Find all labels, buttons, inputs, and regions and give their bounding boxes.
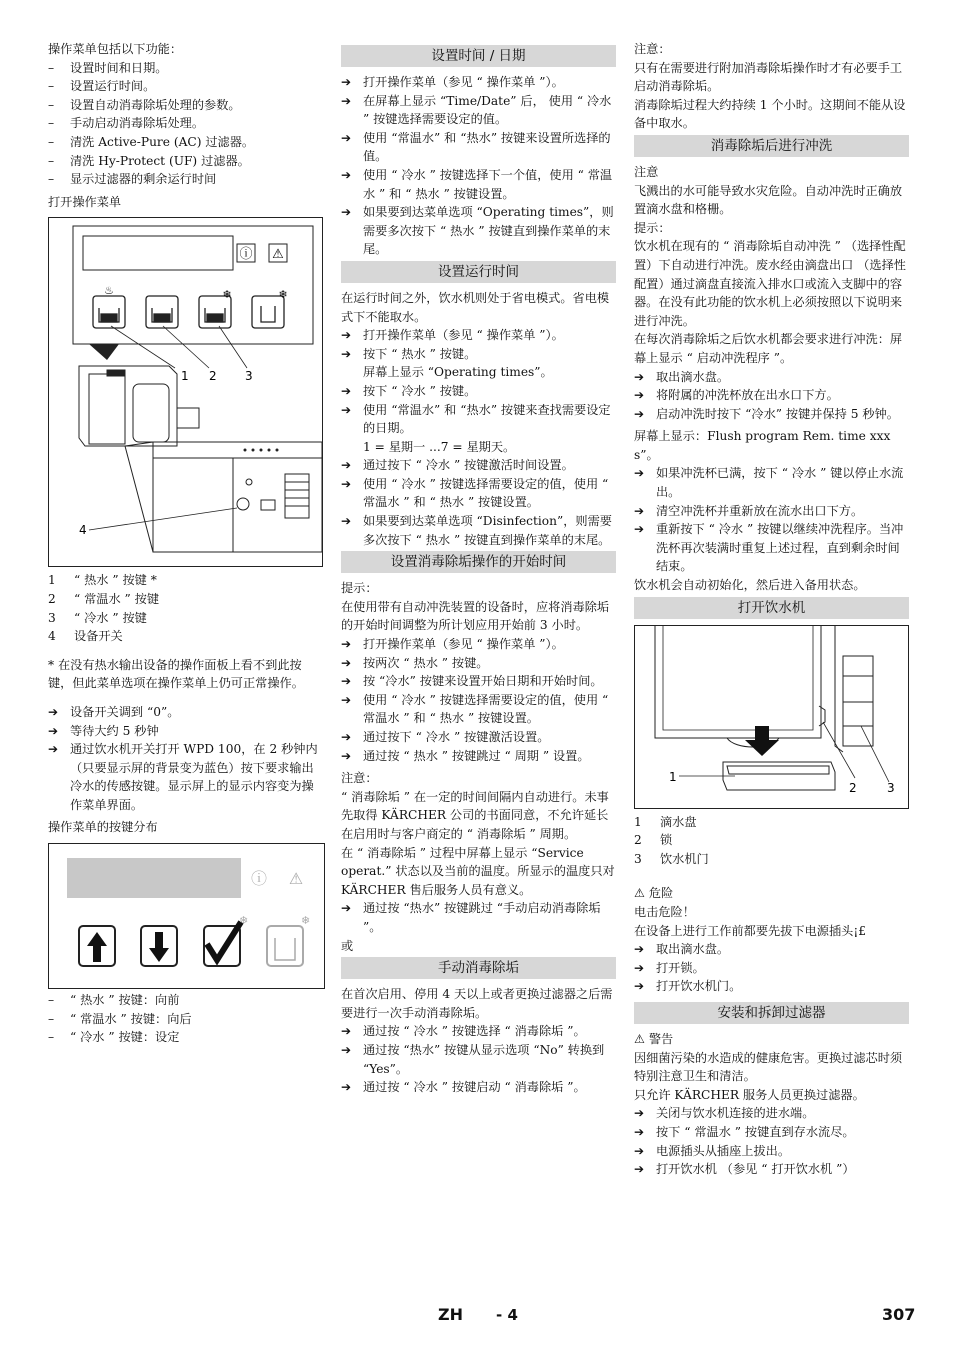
section-title: 设置消毒除垢操作的开始时间: [341, 551, 616, 573]
footnote: * 在没有热水输出设备的操作面板上看不到此按键，但此菜单选项在操作菜单上仍可正常操作。: [48, 657, 304, 691]
step: ➔ 通过按 “ 冷水 ” 按键启动 “ 消毒除垢 ”。: [341, 1078, 616, 1097]
legend-item: 3 饮水机门: [634, 851, 709, 866]
callout-3: 3: [245, 369, 253, 384]
paragraph: “ 消毒除垢 ” 在一定的时间间隔内自动进行。未事先取得 KÄRCHER 公司的书面同意，不允许延长在启用时与客户商定的 “ 消毒除垢 ” 周期。: [341, 789, 609, 841]
key-legend-item: – “ 常温水 ” 按键：向后: [48, 1010, 323, 1029]
footer-page: - 4: [496, 1306, 518, 1324]
check-icon: [207, 922, 241, 960]
or-text: 或: [341, 938, 354, 953]
menu-intro: 操作菜单包括以下功能：: [48, 42, 183, 56]
step: ➔ 使用 “ 冷水 ” 按键选择需要设定的值，使用 “ 常温水 ” 和 “ 热水 ” 按键设置。: [341, 691, 616, 728]
column-1: [48, 40, 323, 1047]
step: ➔ 设备开关调到 “0”。: [48, 703, 323, 722]
warning-icon: ⚠: [272, 247, 284, 263]
step: ➔ 取出滴水盘。: [634, 940, 909, 959]
key-legend-item: – “ 冷水 ” 按键：设定: [48, 1028, 323, 1047]
control-panel-figure: [48, 217, 323, 567]
open-dispenser-illustration: [635, 626, 908, 808]
step: ➔ 通过按 “ 冷水 ” 按键选择 “ 消毒除垢 ”。: [341, 1022, 616, 1041]
function-item: – 设置时间和日期。: [48, 59, 323, 78]
info-icon: ⓘ: [239, 247, 253, 263]
step: ➔ 使用 “常温水” 和 “热水” 按键来查找需要设定的日期。: [341, 401, 616, 438]
step: ➔ 按下 “ 常温水 ” 按键直到存水流尽。: [634, 1123, 909, 1142]
key-legend: [48, 991, 323, 1047]
key-layout-heading: 操作菜单的按键分布: [48, 820, 158, 835]
section-title: 设置时间 / 日期: [341, 45, 616, 67]
section-title: 设置运行时间: [341, 261, 616, 283]
section-title: 打开饮水机: [634, 597, 909, 619]
step: ➔ 按 “冷水” 按键来设置开始日期和开始时间。: [341, 672, 616, 691]
step: ➔ 通过饮水机开关打开 WPD 100，在 2 秒钟内 （只要显示屏的背景变为蓝色）按下要求输出冷水的传感按键。显示屏上的显示内容变为操作菜单界面。: [48, 740, 323, 814]
footer-language: ZH: [438, 1305, 463, 1324]
step: ➔ 按下 “ 热水 ” 按键。: [341, 345, 616, 364]
step: ➔ 打开操作菜单（参见 “ 操作菜单 ”）。: [341, 635, 616, 654]
warning-heading: ⚠ 警告: [634, 1031, 674, 1046]
step: ➔ 关闭与饮水机连接的进水端。: [634, 1104, 909, 1123]
note-label: 注意：: [634, 42, 671, 56]
figure-legend: [634, 813, 909, 869]
step: ➔ 通过按下 “ 冷水 ” 按键激活时间设置。: [341, 456, 616, 475]
step: ➔ 重新按下 “ 冷水 ” 按键以继续冲洗程序。当冲洗杯再次装满时重复上述过程，直到剩余时间结束。: [634, 520, 909, 576]
callout-1: 1: [181, 369, 189, 384]
paragraph: 饮水机会自动初始化，然后进入备用状态。: [634, 578, 866, 593]
column-2: [341, 40, 616, 1097]
hot-water-icon: ♨: [104, 284, 114, 298]
step: ➔ 打开饮水机 （参见 “ 打开饮水机 ”）: [634, 1160, 909, 1179]
step: ➔ 使用 “ 冷水 ” 按键选择下一个值，使用 “ 常温水 ” 和 “ 热水 ” 按键设置。: [341, 166, 616, 203]
step: ➔ 通过按下 “ 冷水 ” 按键激活设置。: [341, 728, 616, 747]
callout-2: 2: [849, 780, 857, 795]
up-arrow-icon: [87, 932, 107, 962]
key-legend-item: – “ 热水 ” 按键：向前: [48, 991, 323, 1010]
legend-item: 2 锁: [634, 833, 673, 848]
function-item: – 清洗 Active-Pure (AC) 过滤器。: [48, 133, 323, 152]
section-title: 安装和拆卸过滤器: [634, 1002, 909, 1024]
callout-3: 3: [887, 780, 895, 795]
step: ➔ 通过按 “ 热水 ” 按键跳过 “ 周期 ” 设置。: [341, 747, 616, 766]
svg-text:❄: ❄: [239, 914, 249, 928]
paragraph: 在 “ 消毒除垢 ” 过程中屏幕上显示 “Service operat.” 状态以及当前的温度。所显示的温度只对 KÄRCHER 售后服务人员有意义。: [341, 845, 615, 897]
column-3: [634, 40, 909, 1179]
legend-item: 2 “ 常温水 ” 按键: [48, 591, 160, 606]
paragraph: 在首次启用、停用 4 天以上或者更换过滤器之后需要进行一次手动消毒除垢。: [341, 987, 613, 1020]
hint-label: 提示：: [634, 220, 671, 235]
paragraph: 电击危险！: [634, 905, 695, 919]
function-item: – 设置自动消毒除垢处理的参数。: [48, 96, 323, 115]
down-arrow-icon: [149, 932, 169, 962]
paragraph: 只允许 KÄRCHER 服务人员更换过滤器。: [634, 1087, 865, 1102]
info-icon: ⓘ: [250, 869, 268, 889]
callout-2: 2: [209, 369, 217, 384]
down-arrow-icon: [745, 726, 779, 756]
warning-icon: ⚠: [634, 1031, 645, 1046]
page-footer: [0, 1306, 954, 1330]
paragraph: 飞溅出的水可能导致水灾危险。自动冲洗时正确放置滴水盘和格栅。: [634, 183, 903, 217]
cold-water-icon: ❄: [278, 288, 288, 302]
paragraph: 饮水机在现有的 “ 消毒除垢自动冲洗 ” （选择性配置）下自动进行冲洗。废水经由滴盘出口 （选择性配置）通过滴盘直接流入排水口或流入支脚中的容器。在没有此功能的饮水机上必须按照以下说明来进行冲洗。: [634, 239, 906, 328]
legend-item: 1 滴水盘: [634, 814, 697, 829]
function-item: – 设置运行时间。: [48, 77, 323, 96]
step: ➔ 如果冲洗杯已满，按下 “ 冷水 ” 键以停止水流出。: [634, 464, 909, 501]
paragraph: 消毒除垢过程大约持续 1 个小时。这期间不能从设备中取水。: [634, 97, 906, 131]
step: ➔ 按下 “ 冷水 ” 按键。: [341, 382, 616, 401]
step-note: 屏幕上显示 “Operating times”。: [363, 365, 553, 380]
callout-1: 1: [669, 769, 677, 784]
footer-page-number: 307: [882, 1305, 916, 1324]
paragraph: 在运行时间之外，饮水机则处于省电模式。省电模式下不能取水。: [341, 290, 610, 324]
step: ➔ 电源插头从插座上拔出。: [634, 1142, 909, 1161]
paragraph: 在设备上进行工作前都要先拔下电源插头¡£: [634, 923, 867, 938]
legend-item: 3 “ 冷水 ” 按键: [48, 610, 147, 625]
paragraph: 在每次消毒除垢之后饮水机都会要求进行冲洗：屏幕上显示 “ 启动冲洗程序 ”。: [634, 332, 903, 365]
display-text: 屏幕上显示：Flush program Rem. time xxx s”。: [634, 429, 891, 462]
step: ➔ 使用 “常温水” 和 “热水” 按键来设置所选择的值。: [341, 129, 616, 166]
step: ➔ 打开饮水机门。: [634, 977, 909, 996]
warning-icon: ⚠: [288, 869, 304, 889]
function-item: – 显示过滤器的剩余运行时间: [48, 170, 323, 189]
open-menu-heading: 打开操作菜单: [48, 194, 122, 209]
open-dispenser-figure: [634, 625, 909, 809]
note-label: 注意：: [341, 771, 378, 786]
key-layout-figure: [48, 843, 325, 989]
section-title: 手动消毒除垢: [341, 957, 616, 979]
step: ➔ 如果要到达菜单选项 “Disinfection”，则需要多次按下 “ 热水 ” 按键直到操作菜单的末尾。: [341, 512, 616, 549]
step: ➔ 将附属的冲洗杯放在出水口下方。: [634, 386, 909, 405]
step: ➔ 按两次 “ 热水 ” 按键。: [341, 654, 616, 673]
section-title: 消毒除垢后进行冲洗: [634, 135, 909, 157]
warning-icon: ⚠: [634, 886, 645, 901]
paragraph: 只有在需要进行附加消毒除垢操作时才有必要手工启动消毒除垢。: [634, 60, 903, 94]
control-panel-illustration: [49, 218, 322, 566]
step: ➔ 如果要到达菜单选项 “Operating times”，则需要多次按下 “ 热水 ” 按键直到操作菜单的末尾。: [341, 203, 616, 259]
danger-heading: ⚠ 危险: [634, 886, 674, 901]
step: ➔ 通过按 “热水” 按键跳过 “手动启动消毒除垢 ”。: [341, 899, 616, 936]
step-note: 1 = 星期一 ...7 = 星期天。: [363, 439, 516, 454]
step: ➔ 取出滴水盘。: [634, 368, 909, 387]
svg-text:❄: ❄: [301, 914, 311, 928]
function-item: – 清洗 Hy-Protect (UF) 过滤器。: [48, 152, 323, 171]
callout-4: 4: [79, 523, 87, 538]
caution-label: 注意: [634, 164, 659, 179]
step: ➔ 打开锁。: [634, 959, 909, 978]
step: ➔ 打开操作菜单（参见 “ 操作菜单 ”）。: [341, 73, 616, 92]
paragraph: 在使用带有自动冲洗装置的设备时，应将消毒除垢的开始时间调整为所计划应用开始前 3 小时。: [341, 599, 610, 633]
hint-label: 提示：: [341, 581, 378, 596]
function-item: – 手动启动消毒除垢处理。: [48, 114, 323, 133]
key-layout-illustration: [49, 844, 324, 988]
legend-item: 1 “ 热水 ” 按键 *: [48, 573, 157, 588]
step: ➔ 通过按 “热水” 按键从显示选项 “No” 转换到 “Yes”。: [341, 1041, 616, 1078]
step: ➔ 等待大约 5 秒钟: [48, 722, 323, 741]
step: ➔ 打开操作菜单（参见 “ 操作菜单 ”）。: [341, 326, 616, 345]
legend-item: 4 设备开关: [48, 629, 123, 644]
step: ➔ 使用 “ 冷水 ” 按键选择需要设定的值，使用 “ 常温水 ” 和 “ 热水 ” 按键设置。: [341, 475, 616, 512]
paragraph: 因细菌污染的水造成的健康危害。更换过滤芯时须特别注意卫生和清洁。: [634, 1050, 903, 1084]
figure-legend: [48, 571, 323, 645]
step: ➔ 在屏幕上显示 “Time/Date” 后， 使用 “ 冷水 ” 按键选择需要设定的值。: [341, 92, 616, 129]
step: ➔ 启动冲洗时按下 “冷水” 按键并保持 5 秒钟。: [634, 405, 909, 424]
cold-water-icon: ❄: [222, 288, 232, 302]
step: ➔ 清空冲洗杯并重新放在流水出口下方。: [634, 502, 909, 521]
